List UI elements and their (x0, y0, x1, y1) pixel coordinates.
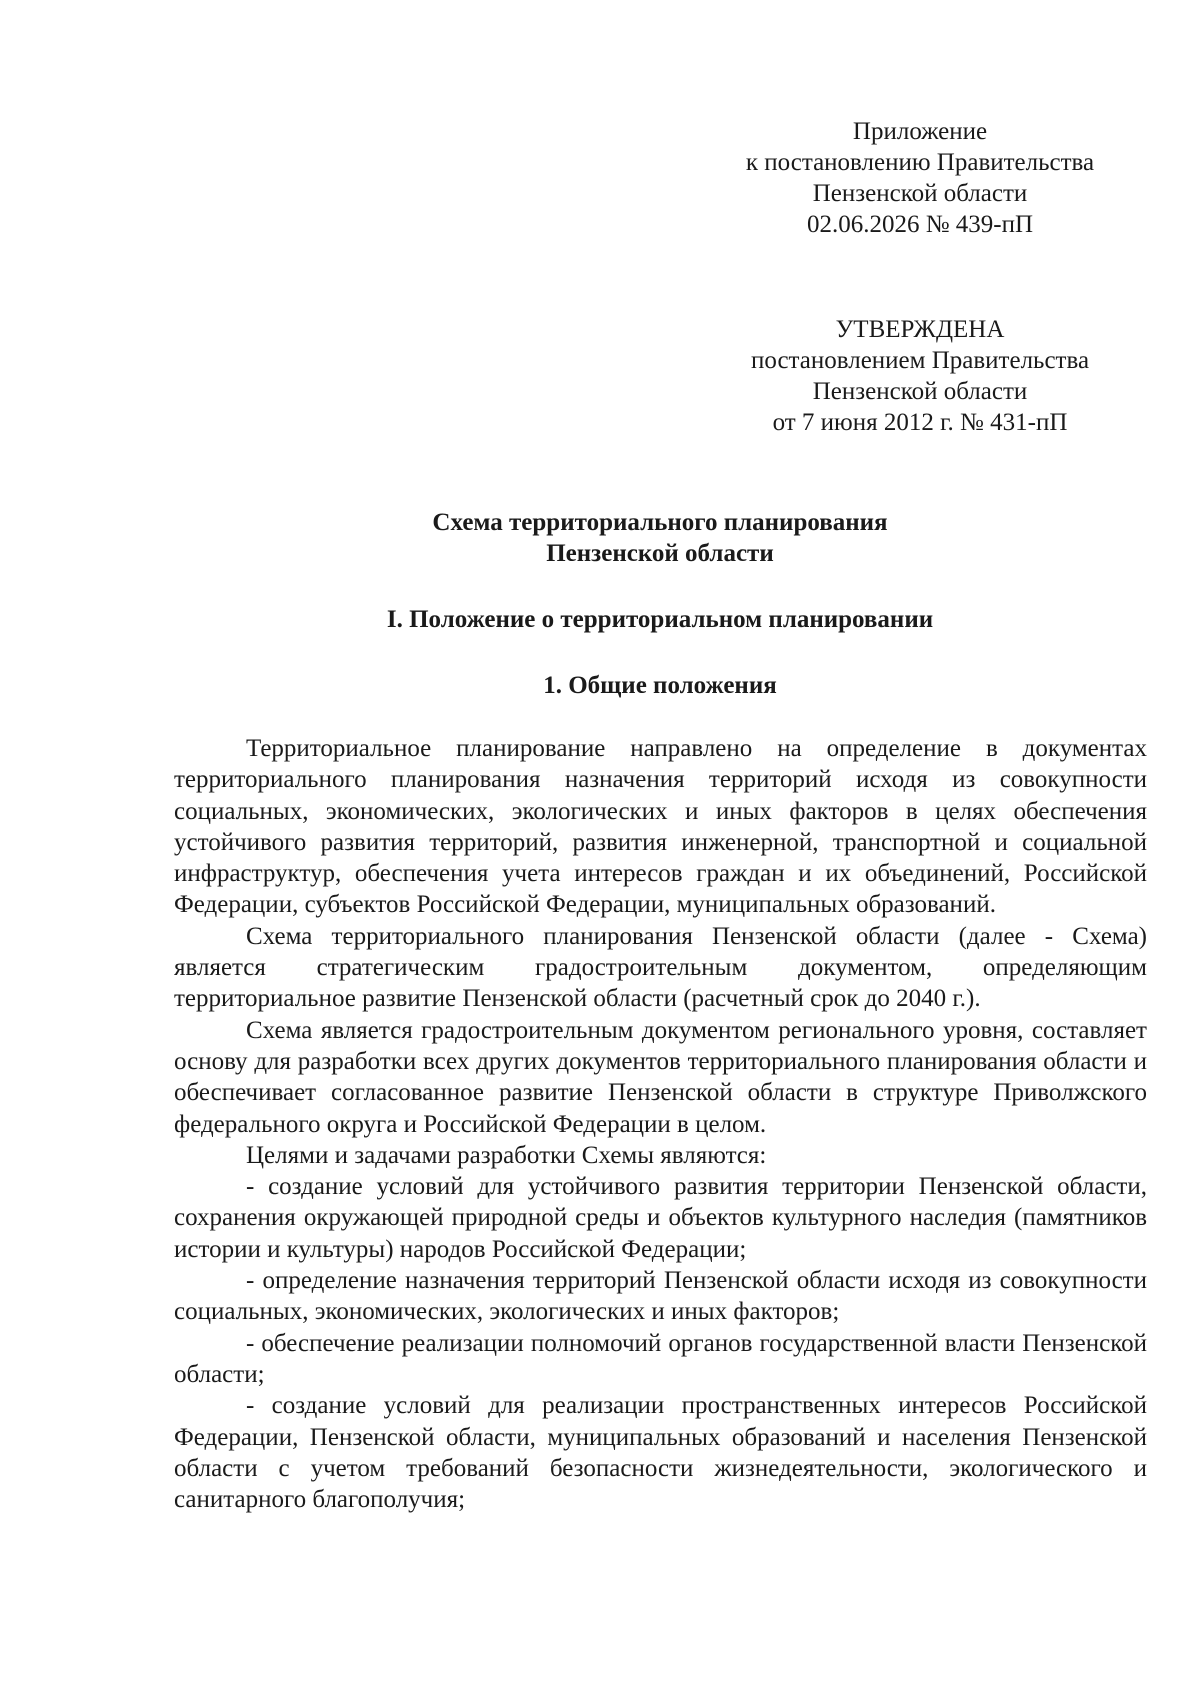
document-body (174, 733, 1147, 1515)
appendix-date-number: 02.06.2026 № 439-пП (806, 211, 1034, 238)
appendix-label: Приложение (852, 118, 988, 145)
approved-by: постановлением Правительства (750, 347, 1090, 374)
subsection-title: 1. Общие положения (543, 672, 777, 699)
paragraph: Схема территориального планирования Пензенской области (далее - Схема) является стратегическим градостроительным документом, определяющим территориальное развитие Пензенской области (расчетный срок до 2040 г.). (174, 922, 1147, 1013)
approved-date-number: от 7 июня 2012 г. № 431-пП (772, 409, 1068, 436)
paragraph: Схема является градостроительным документом регионального уровня, составляет основу для разработки всех других документов территориального планирования области и обеспечивает согласованное развитие Пензенской области в структуре Приволжского федерального округа и Российской Федерации в целом. (174, 1016, 1147, 1138)
document-title (160, 507, 1160, 569)
approved-label: УТВЕРЖДЕНА (835, 316, 1005, 343)
list-item: - создание условий для устойчивого развития территории Пензенской области, сохранения окружающей природной среды и объектов культурного наследия (памятников истории и культуры) народов Российской Федерации; (174, 1173, 1147, 1263)
approval-stamp (655, 314, 1185, 438)
appendix-region: Пензенской области (812, 180, 1028, 207)
list-item: - создание условий для реализации пространственных интересов Российской Федерации, Пензенской области, муниципальных образований и населения Пензенской области с учетом требований безопасности жизнедеятельности, экологического и санитарного благополучия; (174, 1392, 1147, 1514)
list-item: - определение назначения территорий Пензенской области исходя из совокупности социальных, экономических, экологических и иных факторов; (174, 1267, 1147, 1326)
appendix-reference: к постановлению Правительства (745, 149, 1095, 176)
document-title-line2: Пензенской области (546, 540, 774, 567)
section-title: I. Положение о территориальном планировании (386, 606, 934, 633)
paragraph: Территориальное планирование направлено на определение в документах территориального планирования назначения территорий исходя из совокупности социальных, экономических, экологических и иных факторов в целях обеспечения устойчивого развития территорий, развития инженерной, транспортной и социальной инфраструктур, обеспечения учета интересов граждан и их объединений, Российской Федерации, субъектов Российской Федерации, муниципальных образований. (174, 735, 1147, 919)
document-title-line1: Схема территориального планирования (432, 509, 888, 536)
list-item: - обеспечение реализации полномочий органов государственной власти Пензенской области; (174, 1329, 1147, 1388)
paragraph: Целями и задачами разработки Схемы являются: (246, 1141, 767, 1169)
approved-region: Пензенской области (812, 378, 1028, 405)
appendix-header (655, 116, 1185, 240)
